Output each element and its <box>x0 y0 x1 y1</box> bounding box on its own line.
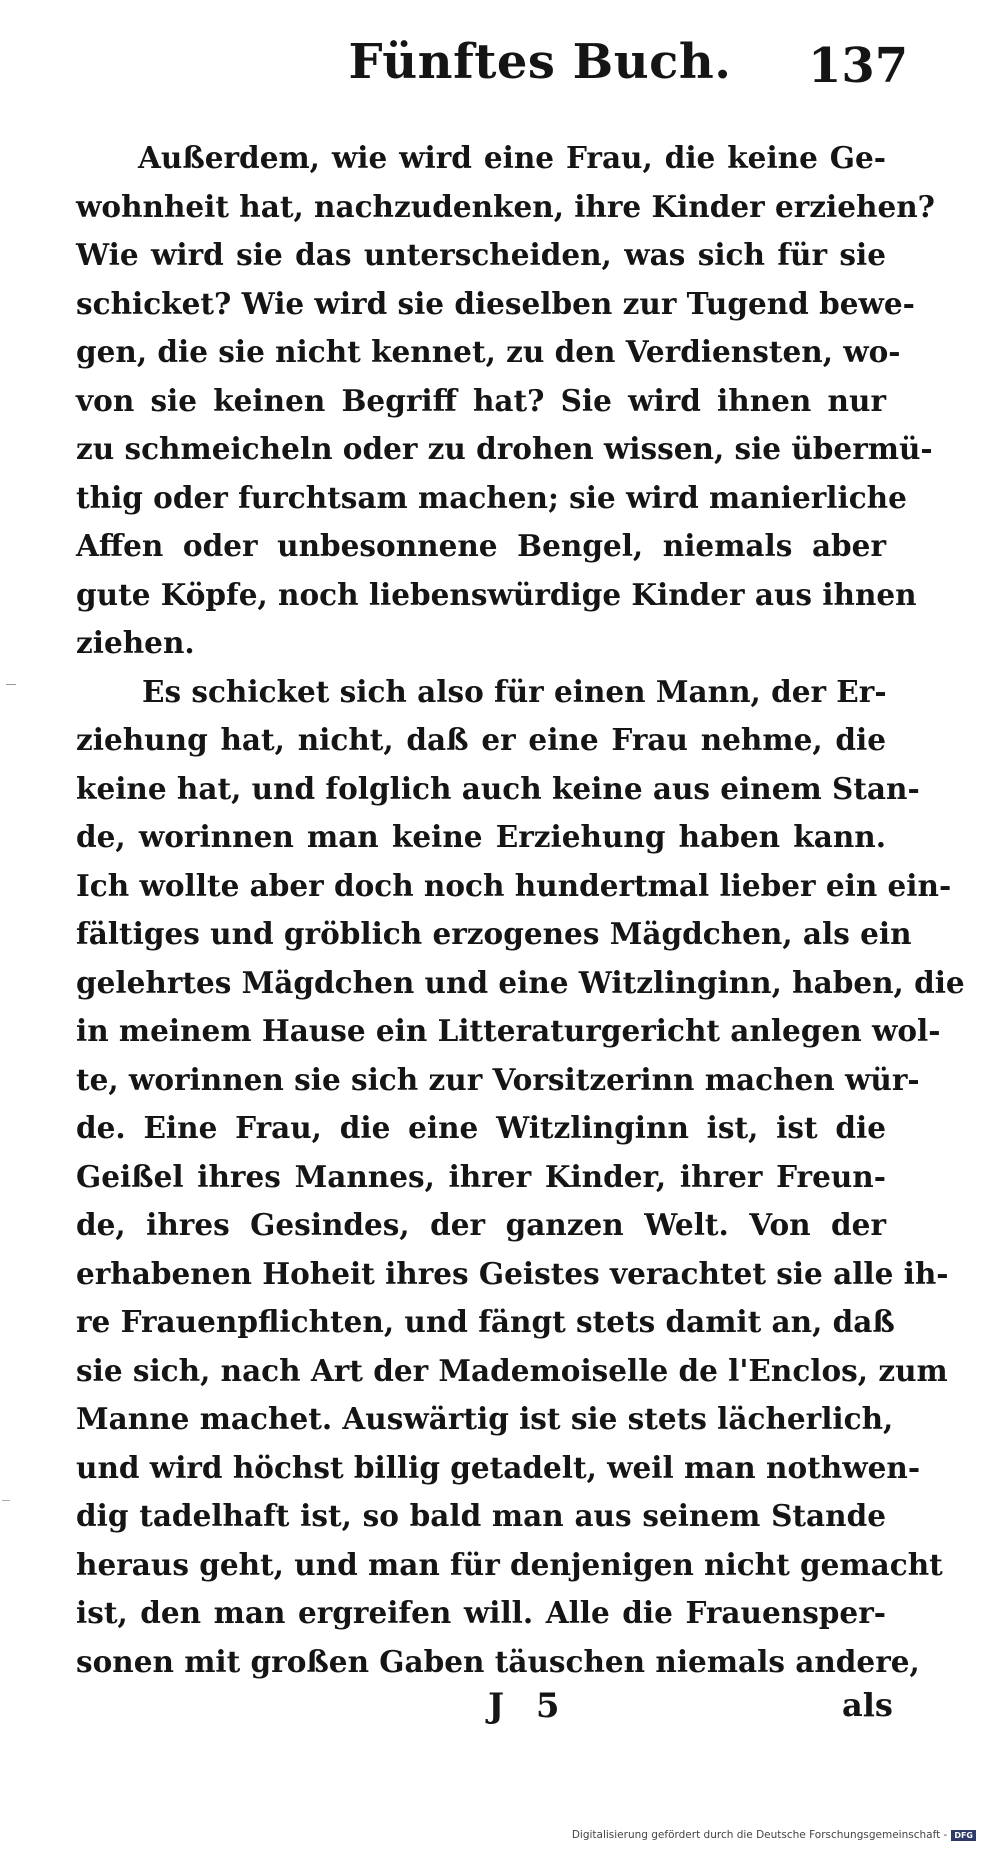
catchword: als <box>842 1686 893 1724</box>
text-line: de, ihres Gesindes, der ganzen Welt. Von der <box>76 1207 886 1242</box>
text-line: te, worinnen sie sich zur Vorsitzerinn machen wür- <box>76 1061 920 1097</box>
text-line: wohnheit hat, nachzudenken, ihre Kinder erziehen? <box>76 188 935 224</box>
body-text <box>76 134 965 1686</box>
text-line: Manne machet. Auswärtig ist sie stets lächerlich, <box>76 1401 894 1436</box>
paragraph-start-line: Es schicket sich also für einen Mann, der Er- <box>142 673 887 709</box>
text-line: ziehung hat, nicht, daß er eine Frau nehme, die <box>76 722 886 757</box>
signature-mark: J 5 <box>488 1686 570 1726</box>
running-head: Fünftes Buch. <box>348 34 732 90</box>
text-line: und wird höchst billig getadelt, weil man nothwen- <box>76 1449 921 1485</box>
paragraph-end-line: ziehen. <box>76 625 195 660</box>
text-line: thig oder furchtsam machen; sie wird manierliche <box>76 479 907 515</box>
text-line: gute Köpfe, noch liebenswürdige Kinder aus ihnen <box>76 576 917 612</box>
text-line: sonen mit großen Gaben täuschen niemals andere, <box>76 1643 920 1679</box>
digitization-footer <box>572 1829 976 1841</box>
text-line: erhabenen Hoheit ihres Geistes verachtet sie alle ih- <box>76 1255 949 1291</box>
text-line: gen, die sie nicht kennet, zu den Verdiensten, wo- <box>76 334 901 369</box>
text-line: Affen oder unbesonnene Bengel, niemals aber <box>76 528 886 563</box>
text-line: Geißel ihres Mannes, ihrer Kinder, ihrer Freun- <box>76 1158 886 1194</box>
text-line: Ich wollte aber doch noch hundertmal lieber ein ein- <box>76 867 952 903</box>
digitization-credit: Digitalisierung gefördert durch die Deutsche Forschungsgemeinschaft - <box>571 1829 948 1841</box>
text-line: heraus geht, und man für denjenigen nicht gemacht <box>76 1546 943 1582</box>
text-line: gelehrtes Mägdchen und eine Witzlinginn, haben, die <box>76 964 965 1000</box>
page-number: 137 <box>808 38 909 94</box>
text-line: Außerdem, wie wird eine Frau, die keine Ge- <box>138 140 886 175</box>
text-line: re Frauenpflichten, und fängt stets damit an, daß <box>76 1304 895 1339</box>
text-line: Wie wird sie das unterscheiden, was sich für sie <box>76 237 886 272</box>
text-line: de, worinnen man keine Erziehung haben kann. <box>76 819 886 854</box>
text-line: ist, den man ergreifen will. Alle die Frauensper- <box>76 1595 886 1630</box>
text-line: fältiges und gröblich erzogenes Mägdchen, als ein <box>76 916 912 951</box>
scan-mark <box>2 1500 10 1501</box>
text-line: dig tadelhaft ist, so bald man aus seinem Stande <box>76 1498 886 1533</box>
dfg-logo: DFG <box>951 1830 976 1841</box>
text-line: de. Eine Frau, die eine Witzlinginn ist, ist die <box>76 1110 886 1145</box>
text-line: von sie keinen Begriff hat? Sie wird ihnen nur <box>76 382 886 418</box>
text-line: zu schmeicheln oder zu drohen wissen, sie übermü- <box>76 431 933 466</box>
text-line: sie sich, nach Art der Mademoiselle de l'Enclos, zum <box>76 1352 948 1388</box>
scan-mark <box>6 684 16 685</box>
text-line: in meinem Hause ein Litteraturgericht anlegen wol- <box>76 1013 941 1048</box>
text-line: schicket? Wie wird sie dieselben zur Tugend bewe- <box>76 285 915 321</box>
text-line: keine hat, und folglich auch keine aus einem Stan- <box>76 770 920 806</box>
